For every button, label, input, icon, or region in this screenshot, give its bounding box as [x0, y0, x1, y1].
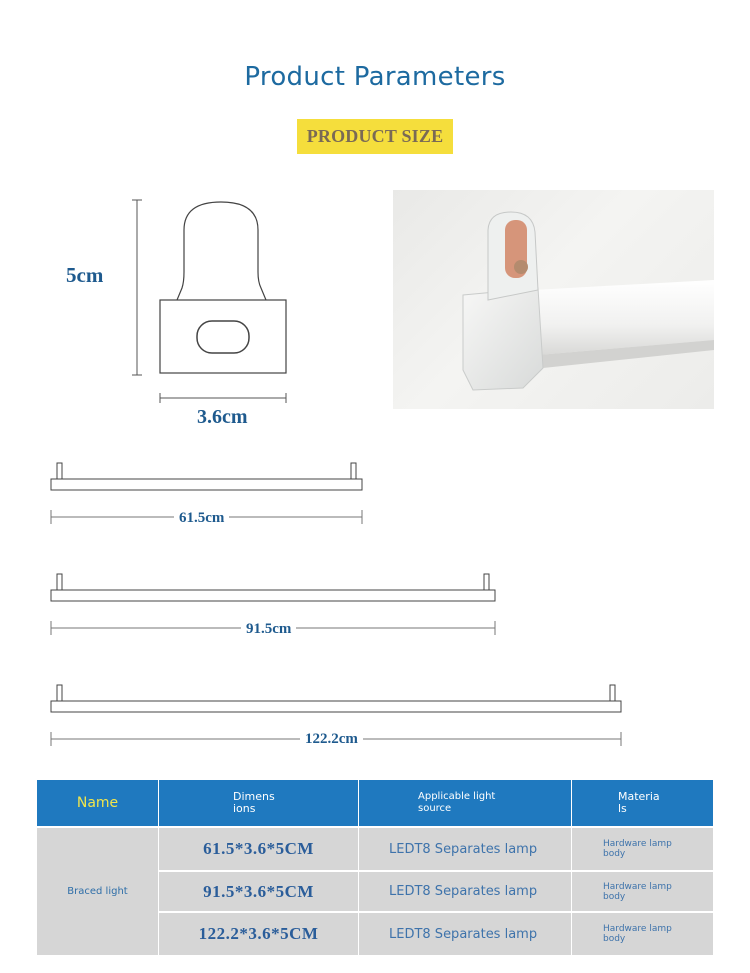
header-materials — [572, 780, 713, 826]
height-dimension-label: 5cm — [66, 263, 104, 287]
material-text: Hardware lamp body — [603, 881, 672, 902]
parameters-table — [37, 780, 713, 953]
material-cell — [572, 828, 713, 870]
header-dimensions-text: Dimens ions — [233, 790, 275, 815]
dimensions-cell: 61.5*3.6*5CM — [159, 828, 358, 870]
product-size-badge: PRODUCT SIZE — [297, 119, 453, 154]
rail-length-label: 122.2cm — [300, 730, 363, 748]
dimensions-cell: 122.2*3.6*5CM — [159, 913, 358, 955]
light-source-cell: LEDT8 Separates lamp — [359, 913, 571, 955]
rail-length-label: 91.5cm — [241, 620, 296, 638]
material-text: Hardware lamp body — [603, 839, 672, 859]
material-cell — [572, 872, 713, 911]
cross-section-diagram — [120, 190, 310, 410]
product-name-cell: Braced light — [37, 828, 158, 955]
dimensions-cell: 91.5*3.6*5CM — [159, 872, 358, 911]
width-dimension-label: 3.6cm — [197, 406, 248, 428]
light-source-cell: LEDT8 Separates lamp — [359, 872, 571, 911]
header-materials-text: Materia ls — [618, 790, 660, 815]
product-photo — [393, 190, 714, 409]
material-text: Hardware lamp body — [603, 924, 672, 944]
page-title: Product Parameters — [244, 62, 506, 92]
header-name: Name — [37, 780, 158, 826]
header-light-source-text: Applicable light source — [418, 791, 496, 814]
material-cell — [572, 913, 713, 955]
header-dimensions — [159, 780, 358, 826]
header-light-source — [359, 780, 571, 826]
rail-length-label: 61.5cm — [174, 509, 229, 527]
light-source-cell: LEDT8 Separates lamp — [359, 828, 571, 870]
lamp-holder-photo-illustration — [393, 190, 714, 409]
